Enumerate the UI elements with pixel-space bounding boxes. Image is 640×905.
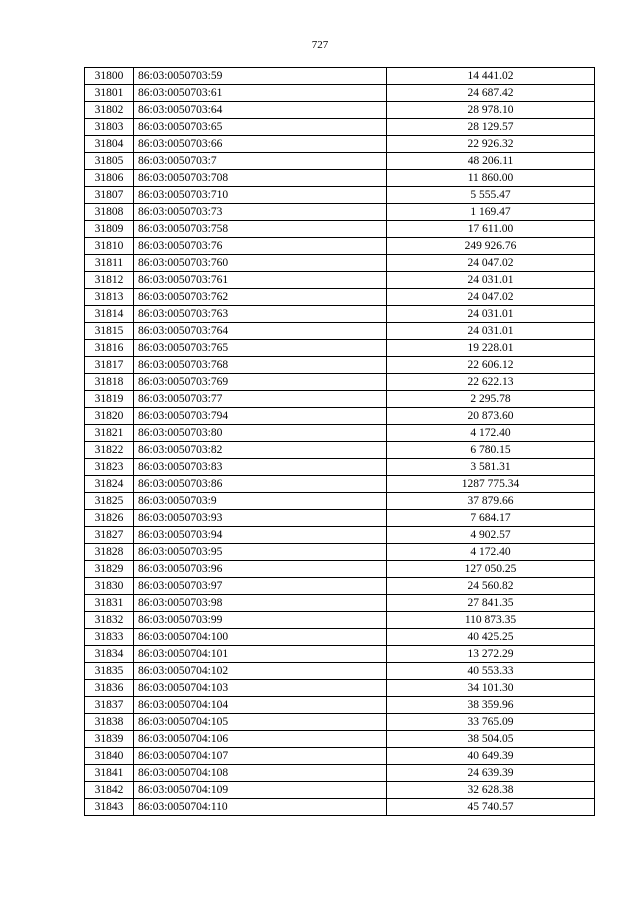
cadastral-number-cell: 86:03:0050703:763 bbox=[134, 306, 387, 323]
row-number-cell: 31820 bbox=[85, 408, 134, 425]
row-number-cell: 31832 bbox=[85, 612, 134, 629]
cadastral-value-cell: 24 047.02 bbox=[387, 255, 595, 272]
row-number-cell: 31803 bbox=[85, 119, 134, 136]
row-number-cell: 31828 bbox=[85, 544, 134, 561]
table-row bbox=[85, 255, 595, 272]
cadastral-number-cell: 86:03:0050703:77 bbox=[134, 391, 387, 408]
cadastral-value-cell: 5 555.47 bbox=[387, 187, 595, 204]
row-number-cell: 31815 bbox=[85, 323, 134, 340]
cadastral-value-cell: 38 359.96 bbox=[387, 697, 595, 714]
table-row bbox=[85, 187, 595, 204]
row-number-cell: 31808 bbox=[85, 204, 134, 221]
cadastral-number-cell: 86:03:0050703:76 bbox=[134, 238, 387, 255]
cadastral-value-cell: 28 129.57 bbox=[387, 119, 595, 136]
cadastral-number-cell: 86:03:0050703:710 bbox=[134, 187, 387, 204]
page-number: 727 bbox=[311, 39, 329, 51]
cadastral-number-cell: 86:03:0050703:66 bbox=[134, 136, 387, 153]
cadastral-value-cell: 22 622.13 bbox=[387, 374, 595, 391]
cadastral-value-cell: 27 841.35 bbox=[387, 595, 595, 612]
table-row bbox=[85, 527, 595, 544]
row-number-cell: 31838 bbox=[85, 714, 134, 731]
cadastral-number-cell: 86:03:0050703:7 bbox=[134, 153, 387, 170]
cadastral-value-cell: 22 606.12 bbox=[387, 357, 595, 374]
row-number-cell: 31841 bbox=[85, 765, 134, 782]
cadastral-value-cell: 24 639.39 bbox=[387, 765, 595, 782]
table-row bbox=[85, 595, 595, 612]
cadastral-number-cell: 86:03:0050704:100 bbox=[134, 629, 387, 646]
table-row bbox=[85, 153, 595, 170]
table-row bbox=[85, 323, 595, 340]
row-number-cell: 31826 bbox=[85, 510, 134, 527]
cadastral-value-cell: 1 169.47 bbox=[387, 204, 595, 221]
table-row bbox=[85, 731, 595, 748]
table-row bbox=[85, 391, 595, 408]
row-number-cell: 31809 bbox=[85, 221, 134, 238]
cadastral-value-cell: 48 206.11 bbox=[387, 153, 595, 170]
cadastral-number-cell: 86:03:0050704:108 bbox=[134, 765, 387, 782]
row-number-cell: 31818 bbox=[85, 374, 134, 391]
cadastral-number-cell: 86:03:0050703:83 bbox=[134, 459, 387, 476]
table-row bbox=[85, 748, 595, 765]
cadastral-number-cell: 86:03:0050703:97 bbox=[134, 578, 387, 595]
cadastral-number-cell: 86:03:0050703:768 bbox=[134, 357, 387, 374]
row-number-cell: 31835 bbox=[85, 663, 134, 680]
cadastral-value-cell: 24 560.82 bbox=[387, 578, 595, 595]
row-number-cell: 31801 bbox=[85, 85, 134, 102]
row-number-cell: 31811 bbox=[85, 255, 134, 272]
cadastral-number-cell: 86:03:0050704:104 bbox=[134, 697, 387, 714]
cadastral-number-cell: 86:03:0050703:98 bbox=[134, 595, 387, 612]
table-row bbox=[85, 340, 595, 357]
row-number-cell: 31807 bbox=[85, 187, 134, 204]
row-number-cell: 31814 bbox=[85, 306, 134, 323]
cadastral-number-cell: 86:03:0050703:64 bbox=[134, 102, 387, 119]
row-number-cell: 31810 bbox=[85, 238, 134, 255]
table-row bbox=[85, 561, 595, 578]
table-row bbox=[85, 170, 595, 187]
cadastral-value-table bbox=[84, 67, 595, 816]
cadastral-value-cell: 24 031.01 bbox=[387, 272, 595, 289]
cadastral-number-cell: 86:03:0050704:106 bbox=[134, 731, 387, 748]
table-row bbox=[85, 782, 595, 799]
cadastral-number-cell: 86:03:0050704:107 bbox=[134, 748, 387, 765]
cadastral-number-cell: 86:03:0050703:761 bbox=[134, 272, 387, 289]
table-row bbox=[85, 765, 595, 782]
row-number-cell: 31806 bbox=[85, 170, 134, 187]
cadastral-value-cell: 33 765.09 bbox=[387, 714, 595, 731]
cadastral-number-cell: 86:03:0050703:94 bbox=[134, 527, 387, 544]
row-number-cell: 31842 bbox=[85, 782, 134, 799]
table-row bbox=[85, 289, 595, 306]
table-row bbox=[85, 459, 595, 476]
cadastral-number-cell: 86:03:0050704:105 bbox=[134, 714, 387, 731]
cadastral-value-cell: 14 441.02 bbox=[387, 68, 595, 85]
table-row bbox=[85, 578, 595, 595]
row-number-cell: 31830 bbox=[85, 578, 134, 595]
cadastral-number-cell: 86:03:0050703:764 bbox=[134, 323, 387, 340]
table-row bbox=[85, 102, 595, 119]
cadastral-number-cell: 86:03:0050703:765 bbox=[134, 340, 387, 357]
table-row bbox=[85, 510, 595, 527]
cadastral-value-cell: 7 684.17 bbox=[387, 510, 595, 527]
cadastral-number-cell: 86:03:0050703:61 bbox=[134, 85, 387, 102]
cadastral-value-cell: 37 879.66 bbox=[387, 493, 595, 510]
row-number-cell: 31800 bbox=[85, 68, 134, 85]
table-row bbox=[85, 306, 595, 323]
row-number-cell: 31813 bbox=[85, 289, 134, 306]
cadastral-number-cell: 86:03:0050704:101 bbox=[134, 646, 387, 663]
row-number-cell: 31827 bbox=[85, 527, 134, 544]
cadastral-number-cell: 86:03:0050703:80 bbox=[134, 425, 387, 442]
cadastral-number-cell: 86:03:0050703:9 bbox=[134, 493, 387, 510]
cadastral-value-cell: 34 101.30 bbox=[387, 680, 595, 697]
row-number-cell: 31816 bbox=[85, 340, 134, 357]
cadastral-number-cell: 86:03:0050703:708 bbox=[134, 170, 387, 187]
cadastral-value-cell: 13 272.29 bbox=[387, 646, 595, 663]
cadastral-value-cell: 40 553.33 bbox=[387, 663, 595, 680]
cadastral-number-cell: 86:03:0050704:110 bbox=[134, 799, 387, 816]
cadastral-value-cell: 3 581.31 bbox=[387, 459, 595, 476]
row-number-cell: 31829 bbox=[85, 561, 134, 578]
row-number-cell: 31831 bbox=[85, 595, 134, 612]
cadastral-number-cell: 86:03:0050703:794 bbox=[134, 408, 387, 425]
table-row bbox=[85, 238, 595, 255]
cadastral-value-cell: 110 873.35 bbox=[387, 612, 595, 629]
cadastral-value-cell: 127 050.25 bbox=[387, 561, 595, 578]
cadastral-value-cell: 4 172.40 bbox=[387, 425, 595, 442]
cadastral-number-cell: 86:03:0050703:762 bbox=[134, 289, 387, 306]
table-row bbox=[85, 629, 595, 646]
row-number-cell: 31802 bbox=[85, 102, 134, 119]
table-row bbox=[85, 357, 595, 374]
cadastral-number-cell: 86:03:0050703:96 bbox=[134, 561, 387, 578]
table-row bbox=[85, 697, 595, 714]
table-row bbox=[85, 493, 595, 510]
cadastral-value-cell: 17 611.00 bbox=[387, 221, 595, 238]
cadastral-number-cell: 86:03:0050703:65 bbox=[134, 119, 387, 136]
row-number-cell: 31804 bbox=[85, 136, 134, 153]
cadastral-value-cell: 22 926.32 bbox=[387, 136, 595, 153]
row-number-cell: 31837 bbox=[85, 697, 134, 714]
row-number-cell: 31821 bbox=[85, 425, 134, 442]
cadastral-value-cell: 4 902.57 bbox=[387, 527, 595, 544]
cadastral-value-cell: 40 649.39 bbox=[387, 748, 595, 765]
row-number-cell: 31824 bbox=[85, 476, 134, 493]
row-number-cell: 31839 bbox=[85, 731, 134, 748]
cadastral-value-cell: 249 926.76 bbox=[387, 238, 595, 255]
cadastral-number-cell: 86:03:0050704:103 bbox=[134, 680, 387, 697]
cadastral-number-cell: 86:03:0050703:99 bbox=[134, 612, 387, 629]
cadastral-number-cell: 86:03:0050703:760 bbox=[134, 255, 387, 272]
cadastral-value-cell: 28 978.10 bbox=[387, 102, 595, 119]
table-row bbox=[85, 442, 595, 459]
table-row bbox=[85, 544, 595, 561]
cadastral-value-cell: 24 687.42 bbox=[387, 85, 595, 102]
cadastral-value-cell: 20 873.60 bbox=[387, 408, 595, 425]
table-row bbox=[85, 714, 595, 731]
cadastral-value-cell: 45 740.57 bbox=[387, 799, 595, 816]
cadastral-value-cell: 24 031.01 bbox=[387, 323, 595, 340]
cadastral-value-cell: 19 228.01 bbox=[387, 340, 595, 357]
cadastral-value-cell: 11 860.00 bbox=[387, 170, 595, 187]
row-number-cell: 31834 bbox=[85, 646, 134, 663]
table-row bbox=[85, 680, 595, 697]
row-number-cell: 31817 bbox=[85, 357, 134, 374]
table-row bbox=[85, 799, 595, 816]
cadastral-value-cell: 32 628.38 bbox=[387, 782, 595, 799]
table-row bbox=[85, 68, 595, 85]
row-number-cell: 31825 bbox=[85, 493, 134, 510]
cadastral-value-cell: 24 047.02 bbox=[387, 289, 595, 306]
cadastral-number-cell: 86:03:0050703:82 bbox=[134, 442, 387, 459]
table-row bbox=[85, 612, 595, 629]
cadastral-number-cell: 86:03:0050703:86 bbox=[134, 476, 387, 493]
row-number-cell: 31840 bbox=[85, 748, 134, 765]
cadastral-number-cell: 86:03:0050704:102 bbox=[134, 663, 387, 680]
table-row bbox=[85, 272, 595, 289]
table-row bbox=[85, 221, 595, 238]
cadastral-value-cell: 2 295.78 bbox=[387, 391, 595, 408]
cadastral-number-cell: 86:03:0050703:758 bbox=[134, 221, 387, 238]
table-row bbox=[85, 663, 595, 680]
table-row bbox=[85, 408, 595, 425]
row-number-cell: 31819 bbox=[85, 391, 134, 408]
table-row bbox=[85, 136, 595, 153]
table-row bbox=[85, 476, 595, 493]
table-row bbox=[85, 646, 595, 663]
cadastral-value-cell: 4 172.40 bbox=[387, 544, 595, 561]
table-row bbox=[85, 85, 595, 102]
cadastral-number-cell: 86:03:0050703:59 bbox=[134, 68, 387, 85]
table-body bbox=[85, 68, 595, 816]
row-number-cell: 31823 bbox=[85, 459, 134, 476]
cadastral-value-cell: 24 031.01 bbox=[387, 306, 595, 323]
cadastral-number-cell: 86:03:0050703:93 bbox=[134, 510, 387, 527]
cadastral-value-cell: 1287 775.34 bbox=[387, 476, 595, 493]
cadastral-number-cell: 86:03:0050703:73 bbox=[134, 204, 387, 221]
cadastral-value-cell: 38 504.05 bbox=[387, 731, 595, 748]
table-row bbox=[85, 374, 595, 391]
table-row bbox=[85, 425, 595, 442]
table-row bbox=[85, 119, 595, 136]
cadastral-value-cell: 6 780.15 bbox=[387, 442, 595, 459]
cadastral-number-cell: 86:03:0050703:769 bbox=[134, 374, 387, 391]
row-number-cell: 31843 bbox=[85, 799, 134, 816]
table-row bbox=[85, 204, 595, 221]
row-number-cell: 31836 bbox=[85, 680, 134, 697]
row-number-cell: 31822 bbox=[85, 442, 134, 459]
cadastral-number-cell: 86:03:0050703:95 bbox=[134, 544, 387, 561]
row-number-cell: 31812 bbox=[85, 272, 134, 289]
cadastral-number-cell: 86:03:0050704:109 bbox=[134, 782, 387, 799]
row-number-cell: 31805 bbox=[85, 153, 134, 170]
row-number-cell: 31833 bbox=[85, 629, 134, 646]
cadastral-value-cell: 40 425.25 bbox=[387, 629, 595, 646]
